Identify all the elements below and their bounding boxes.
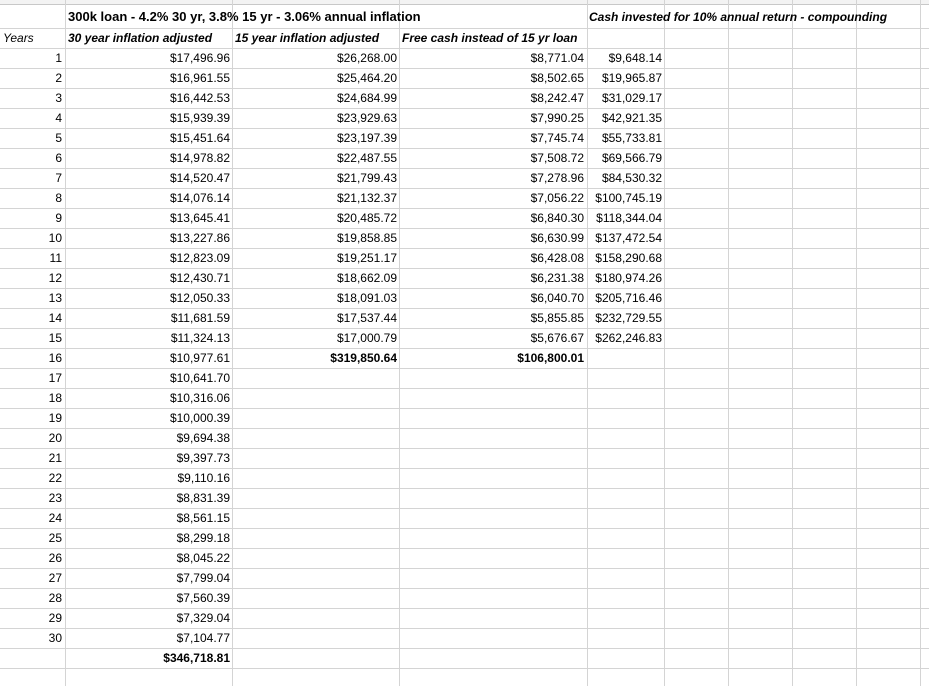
year-cell[interactable]: 27 [48,571,62,585]
total-free-cash[interactable]: $106,800.01 [517,351,584,365]
year-cell[interactable]: 3 [55,91,62,105]
free-cash-cell[interactable]: $7,745.74 [530,131,584,145]
free-cash-cell[interactable]: $6,428.08 [530,251,584,265]
col15-cell[interactable]: $21,799.43 [336,171,397,185]
col30-cell[interactable]: $8,561.15 [176,511,230,525]
grid-column-line [728,0,729,686]
col15-cell[interactable]: $25,464.20 [336,71,397,85]
col30-cell[interactable]: $11,681.59 [170,311,230,325]
grid-column-line [856,0,857,686]
col30-cell[interactable]: $17,496.96 [169,51,230,65]
col15-cell[interactable]: $18,662.09 [336,271,397,285]
year-cell[interactable]: 5 [55,131,62,145]
years-header[interactable]: Years [3,31,34,45]
col30-cell[interactable]: $7,104.77 [176,631,230,645]
col15-cell[interactable]: $19,251.17 [336,251,397,265]
year-cell[interactable]: 6 [55,151,62,165]
col30-cell[interactable]: $16,961.55 [169,71,230,85]
col15-cell[interactable]: $19,858.85 [336,231,397,245]
col15-cell[interactable]: $23,929.63 [336,111,397,125]
year-cell[interactable]: 19 [48,411,62,425]
year-cell[interactable]: 18 [48,391,62,405]
col15-cell[interactable]: $20,485.72 [336,211,397,225]
col15-cell[interactable]: $23,197.39 [336,131,397,145]
year-cell[interactable]: 21 [48,451,62,465]
col30-header[interactable]: 30 year inflation adjusted [68,31,213,45]
invested-cell[interactable]: $205,716.46 [595,291,662,305]
year-cell[interactable]: 11 [49,251,62,265]
col30-cell[interactable]: $14,978.82 [169,151,230,165]
col30-cell[interactable]: $8,045.22 [176,551,230,565]
year-cell[interactable]: 23 [48,491,62,505]
invested-cell[interactable]: $180,974.26 [595,271,662,285]
invested-cell[interactable]: $232,729.55 [595,311,662,325]
invested-cell[interactable]: $118,344.04 [596,211,662,225]
year-cell[interactable]: 16 [48,351,62,365]
year-cell[interactable]: 14 [48,311,62,325]
col30-cell[interactable]: $13,227.86 [169,231,230,245]
free-cash-cell[interactable]: $7,990.25 [530,111,584,125]
col30-cell[interactable]: $14,520.47 [169,171,230,185]
col15-cell[interactable]: $24,684.99 [336,91,397,105]
sheet-title[interactable]: 300k loan - 4.2% 30 yr, 3.8% 15 yr - 3.06% annual inflation [68,9,421,24]
year-cell[interactable]: 30 [48,631,62,645]
year-cell[interactable]: 24 [48,511,62,525]
grid-column-line [792,0,793,686]
year-cell[interactable]: 4 [55,111,62,125]
free-cash-cell[interactable]: $5,676.67 [530,331,584,345]
year-cell[interactable]: 22 [48,471,62,485]
year-cell[interactable]: 28 [48,591,62,605]
free-cash-cell[interactable]: $7,056.22 [530,191,584,205]
free-cash-cell[interactable]: $5,855.85 [530,311,584,325]
free-cash-cell[interactable]: $8,502.65 [530,71,584,85]
invested-cell[interactable]: $19,965.87 [601,71,662,85]
year-cell[interactable]: 13 [48,291,62,305]
free-cash-cell[interactable]: $7,278.96 [530,171,584,185]
year-cell[interactable]: 26 [48,551,62,565]
free-cash-cell[interactable]: $7,508.72 [530,151,584,165]
col30-cell[interactable]: $15,939.39 [169,111,230,125]
year-cell[interactable]: 8 [55,191,62,205]
col15-header[interactable]: 15 year inflation adjusted [235,31,380,45]
total-30-year[interactable]: $346,718.81 [163,651,230,665]
free-cash-cell[interactable]: $6,840.30 [530,211,584,225]
col15-cell[interactable]: $26,268.00 [336,51,397,65]
col30-cell[interactable]: $7,799.04 [176,571,230,585]
col15-cell[interactable]: $17,537.44 [336,311,397,325]
year-cell[interactable]: 12 [48,271,62,285]
invested-cell[interactable]: $31,029.17 [601,91,662,105]
col30-cell[interactable]: $10,316.06 [169,391,230,405]
column-header-strip [0,0,929,5]
invested-cell[interactable]: $42,921.35 [601,111,662,125]
col30-cell[interactable]: $12,430.71 [169,271,230,285]
invested-cell[interactable]: $100,745.19 [595,191,662,205]
col30-cell[interactable]: $7,329.04 [176,611,230,625]
free-cash-cell[interactable]: $8,242.47 [530,91,584,105]
col30-cell[interactable]: $16,442.53 [169,91,230,105]
invested-cell[interactable]: $262,246.83 [595,331,662,345]
col30-cell[interactable]: $13,645.41 [169,211,230,225]
year-cell[interactable]: 25 [48,531,62,545]
grid-row-line [0,668,929,669]
col30-cell[interactable]: $14,076.14 [169,191,230,205]
col30-cell[interactable]: $11,324.13 [170,331,230,345]
col15-cell[interactable]: $18,091.03 [336,291,397,305]
invested-cell[interactable]: $55,733.81 [601,131,662,145]
col30-cell[interactable]: $15,451.64 [169,131,230,145]
col30-cell[interactable]: $12,823.09 [169,251,230,265]
invested-cell[interactable]: $69,566.79 [601,151,662,165]
invested-cell[interactable]: $158,290.68 [595,251,662,265]
invested-cell[interactable]: $84,530.32 [601,171,662,185]
col15-cell[interactable]: $21,132.37 [336,191,397,205]
free-cash-cell[interactable]: $6,040.70 [530,291,584,305]
free-cash-cell[interactable]: $6,231.38 [530,271,584,285]
year-cell[interactable]: 17 [48,371,62,385]
col30-cell[interactable]: $8,299.18 [176,531,230,545]
col30-cell[interactable]: $9,110.16 [177,471,230,485]
free-cash-cell[interactable]: $6,630.99 [530,231,584,245]
year-cell[interactable]: 29 [48,611,62,625]
free-cash-cell[interactable]: $8,771.04 [530,51,584,65]
invested-cell[interactable]: $9,648.14 [608,51,662,65]
year-cell[interactable]: 1 [55,51,62,65]
total-15-year[interactable]: $319,850.64 [330,351,397,365]
year-cell[interactable]: 9 [55,211,62,225]
cash-invested-title[interactable]: Cash invested for 10% annual return - compounding [589,10,888,24]
year-cell[interactable]: 10 [48,231,62,245]
year-cell[interactable]: 7 [55,171,62,185]
year-cell[interactable]: 15 [48,331,62,345]
free-cash-header[interactable]: Free cash instead of 15 yr loan [402,31,578,45]
col30-cell[interactable]: $10,000.39 [169,411,230,425]
col15-cell[interactable]: $22,487.55 [336,151,397,165]
col30-cell[interactable]: $10,977.61 [169,351,230,365]
col30-cell[interactable]: $9,397.73 [176,451,230,465]
col30-cell[interactable]: $10,641.70 [169,371,230,385]
year-cell[interactable]: 20 [48,431,62,445]
col30-cell[interactable]: $8,831.39 [176,491,230,505]
invested-cell[interactable]: $137,472.54 [595,231,662,245]
col30-cell[interactable]: $7,560.39 [176,591,230,605]
col30-cell[interactable]: $9,694.38 [176,431,230,445]
col30-cell[interactable]: $12,050.33 [169,291,230,305]
year-cell[interactable]: 2 [55,71,62,85]
grid-column-line [920,0,921,686]
col15-cell[interactable]: $17,000.79 [336,331,397,345]
